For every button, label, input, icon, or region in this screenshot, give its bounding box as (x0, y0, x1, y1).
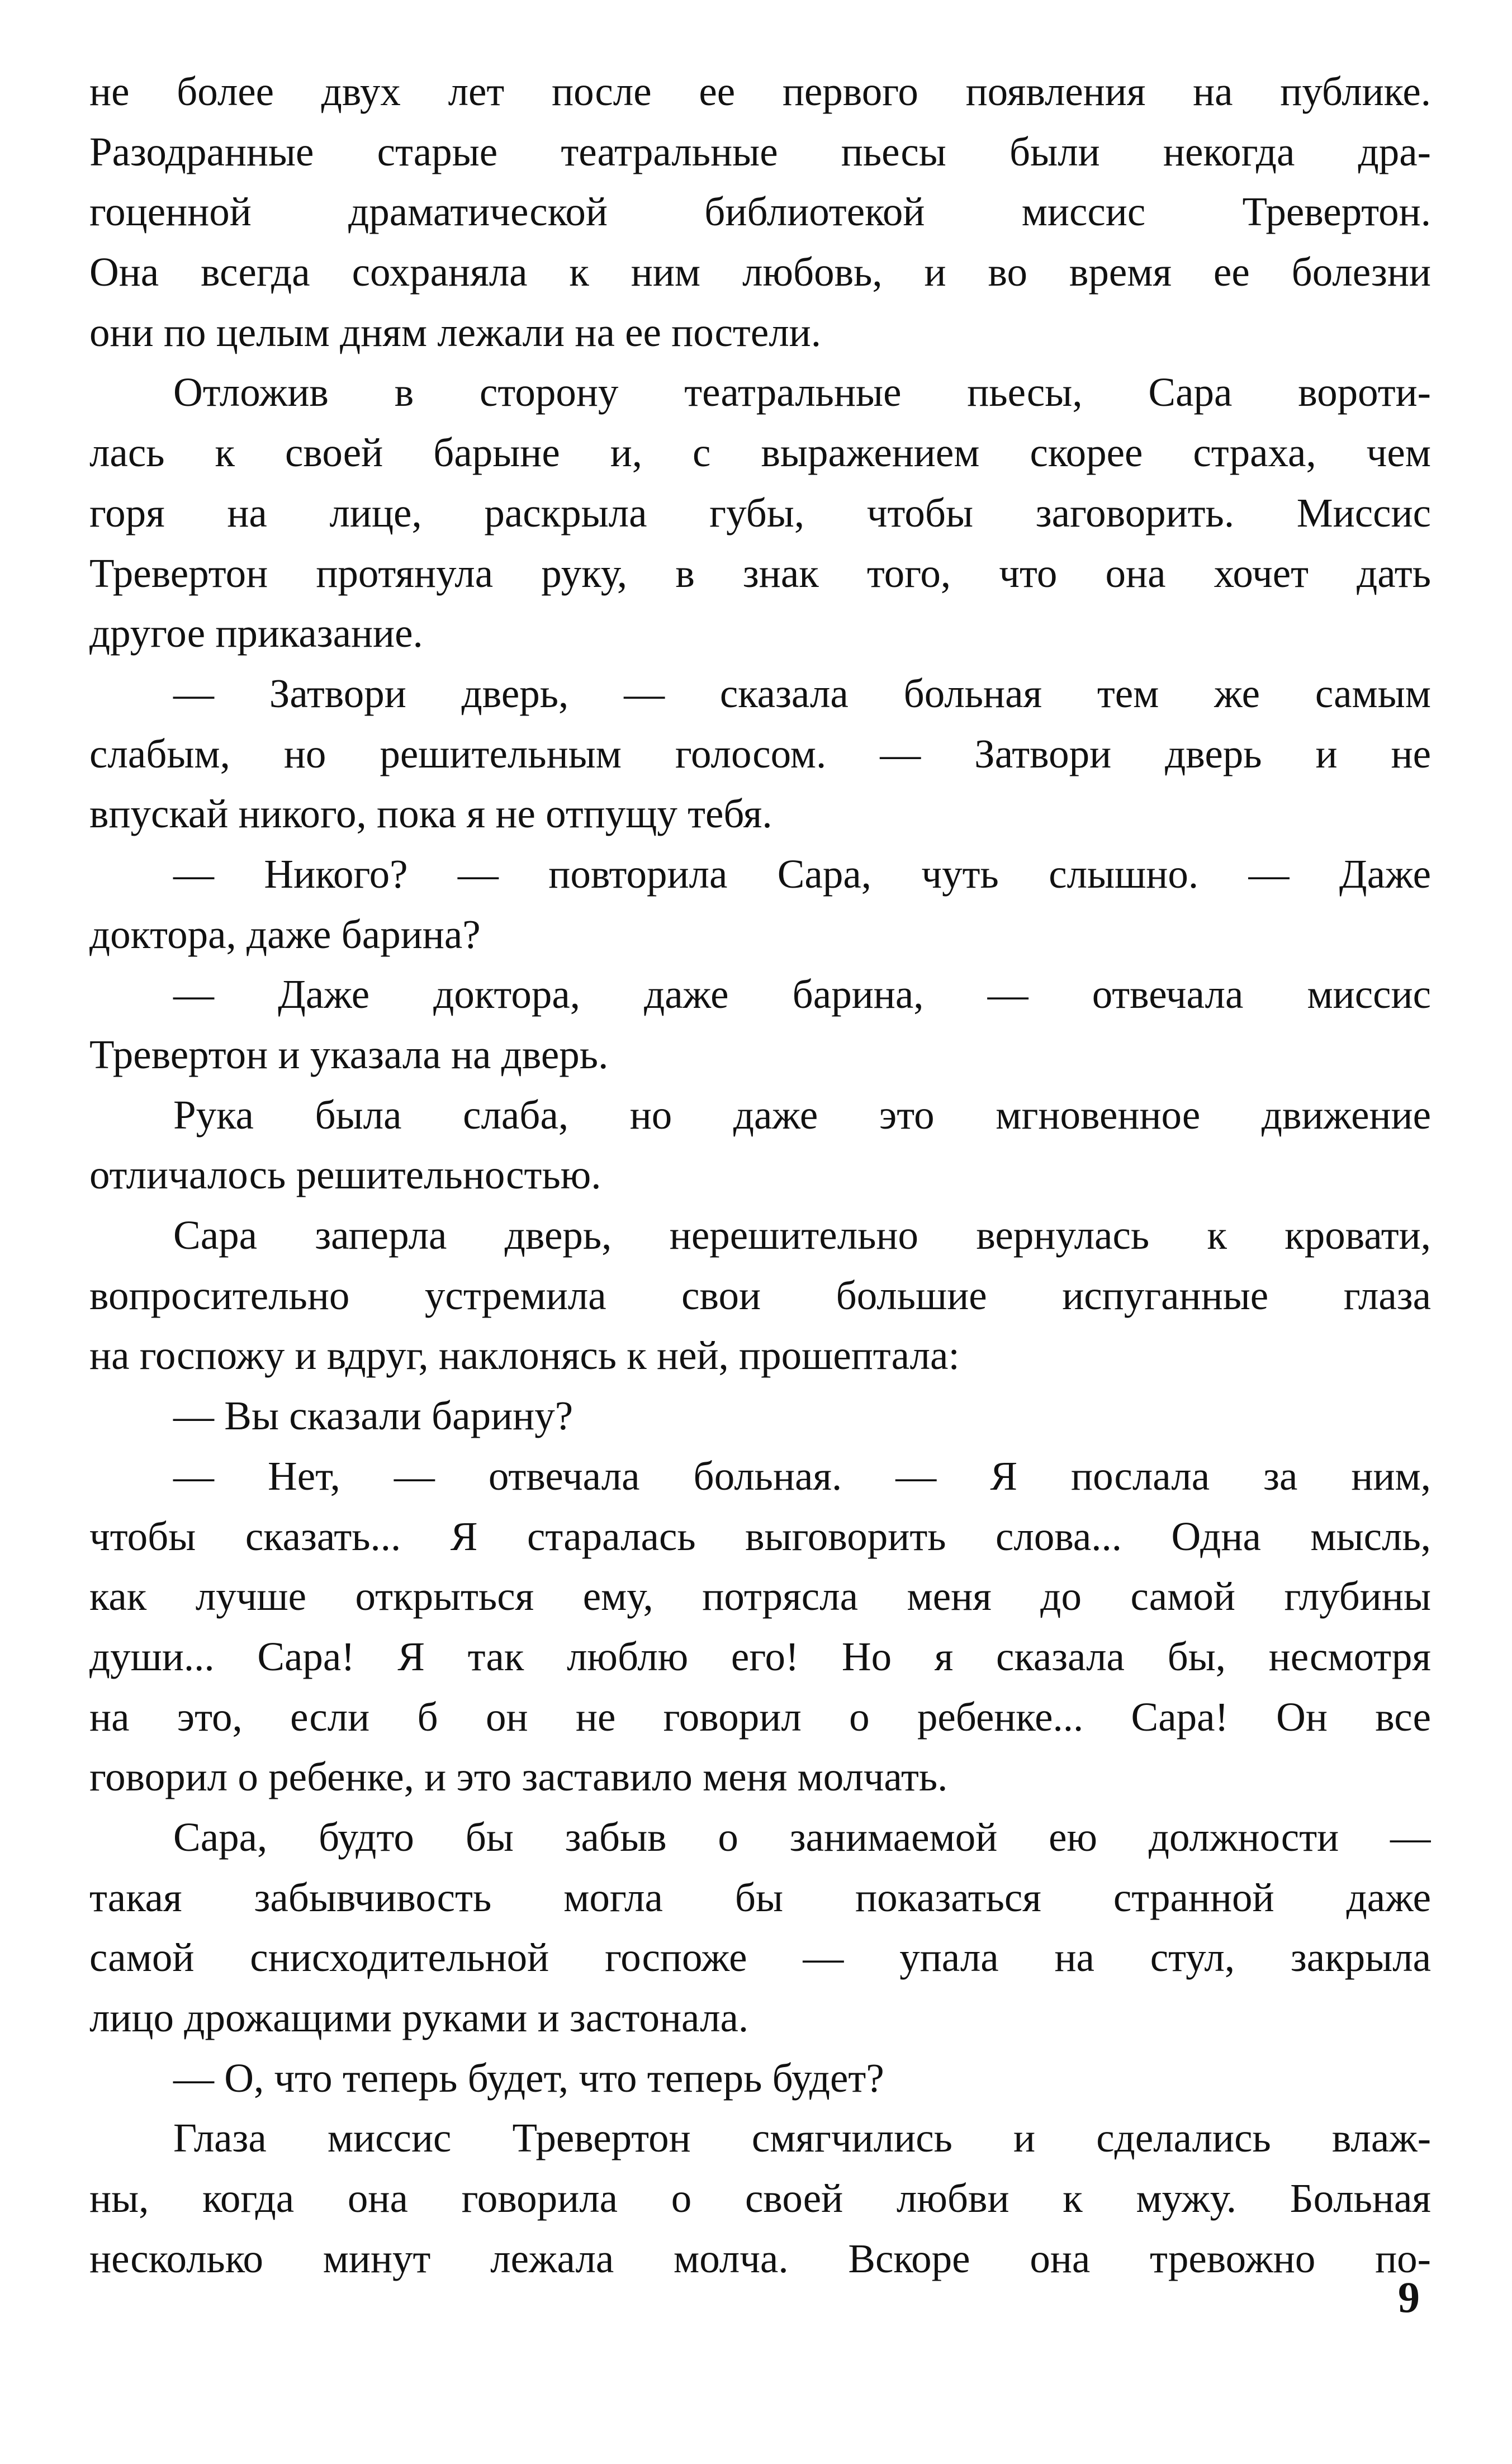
text-line: — Вы сказали барину? (173, 1393, 573, 1439)
book-page (89, 61, 1431, 2353)
text-line: лицо дрожащими руками и застонала. (89, 1995, 749, 2040)
text-line: гоценной драматической библиотекой миссис Тревертон. (89, 189, 1431, 235)
text-line: на госпожу и вдруг, наклонясь к ней, прошептала: (89, 1333, 960, 1378)
text-line: не более двух лет после ее первого появления на публике. (89, 69, 1431, 114)
text-line: горя на лице, раскрыла губы, чтобы заговорить. Миссис (89, 490, 1431, 536)
text-line: Рука была слаба, но даже это мгновенное движение (173, 1092, 1431, 1138)
text-line: — Затвори дверь, — сказала больная тем же самым (173, 670, 1431, 716)
text-line: Разодранные старые театральные пьесы были некогда дра- (89, 129, 1431, 174)
text-line: лась к своей барыне и, с выражением скорее страха, чем (89, 430, 1431, 476)
text-line: вопросительно устремила свои большие испуганные глаза (89, 1272, 1431, 1318)
text-line: — Даже доктора, даже барина, — отвечала миссис (173, 972, 1431, 1017)
text-line: другое приказание. (89, 610, 423, 656)
text-line: Тревертон и указала на дверь. (89, 1032, 609, 1077)
text-line: такая забывчивость могла бы показаться странной даже (89, 1874, 1431, 1920)
text-line: — О, что теперь будет, что теперь будет? (173, 2055, 884, 2101)
text-line: души... Сара! Я так люблю его! Но я сказала бы, несмотря (89, 1633, 1431, 1679)
text-line: Сара, будто бы забыв о занимаемой ею должности — (173, 1814, 1431, 1860)
text-line: Сара заперла дверь, нерешительно вернулась к кровати, (173, 1212, 1431, 1258)
text-line: слабым, но решительным голосом. — Затвори дверь и не (89, 731, 1431, 776)
text-line: говорил о ребенке, и это заставило меня молчать. (89, 1754, 948, 1800)
text-line: отличалось решительностью. (89, 1152, 601, 1198)
text-line: как лучше открыться ему, потрясла меня до самой глубины (89, 1574, 1431, 1619)
text-line: чтобы сказать... Я старалась выговорить слова... Одна мысль, (89, 1513, 1431, 1559)
text-line: они по целым дням лежали на ее постели. (89, 309, 821, 355)
text-line: ны, когда она говорила о своей любви к мужу. Больная (89, 2176, 1431, 2221)
text-line: Она всегда сохраняла к ним любовь, и во время ее болезни (89, 249, 1431, 295)
text-line: несколько минут лежала молча. Вскоре она тревожно по- (89, 2235, 1431, 2281)
text-line: Глаза миссис Тревертон смягчились и сделались влаж- (173, 2115, 1431, 2161)
text-line: самой снисходительной госпоже — упала на стул, закрыла (89, 1935, 1431, 1980)
text-line: Тревертон протянула руку, в знак того, что она хочет дать (89, 550, 1431, 596)
text-line: доктора, даже барина? (89, 911, 481, 957)
text-line: Отложив в сторону театральные пьесы, Сара вороти- (173, 369, 1431, 415)
text-line: — Никого? — повторила Сара, чуть слышно. — Даже (173, 851, 1431, 897)
text-line: — Нет, — отвечала больная. — Я послала за ним, (173, 1453, 1431, 1499)
text-line: на это, если б он не говорил о ребенке... Сара! Он все (89, 1694, 1431, 1740)
page-number: 9 (1398, 2273, 1420, 2321)
text-line: впускай никого, пока я не отпущу тебя. (89, 791, 772, 837)
